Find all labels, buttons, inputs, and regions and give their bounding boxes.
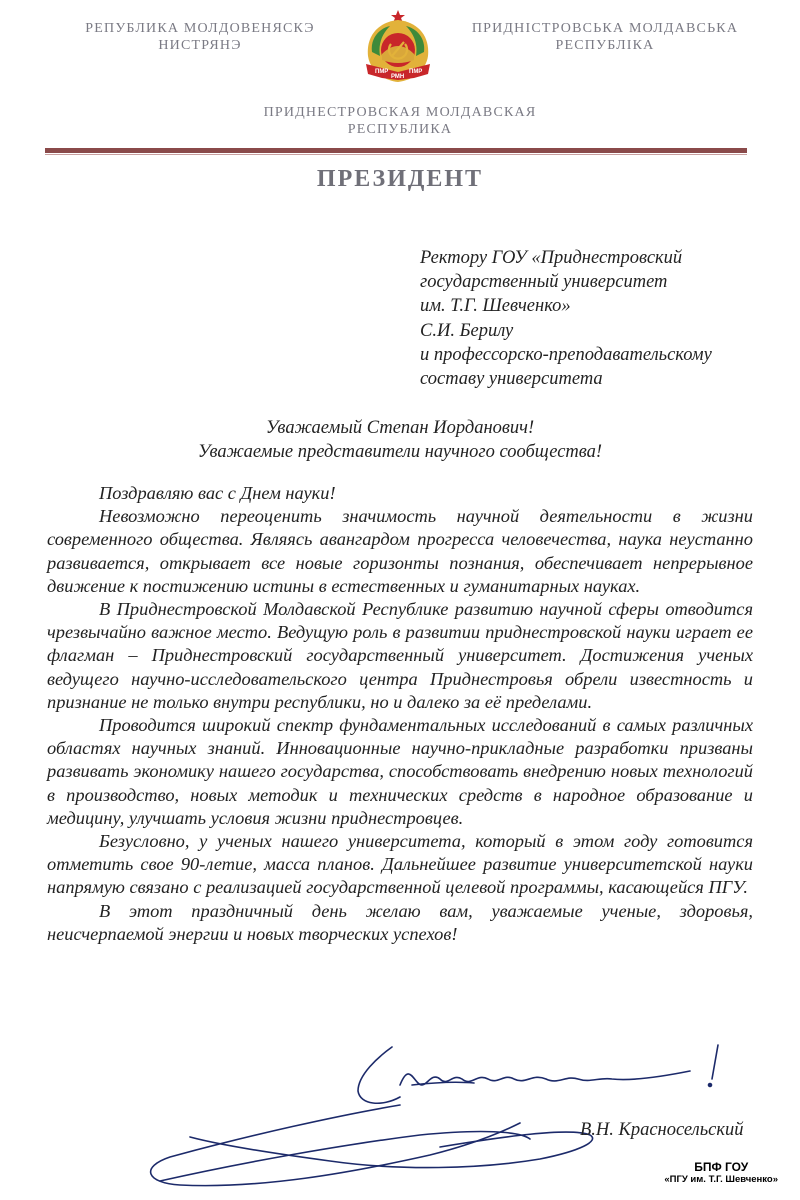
- addressee-block: [420, 246, 790, 391]
- addressee-line: государственный университет: [420, 272, 668, 293]
- header-left-line-2: НИСТРЯНЭ: [158, 38, 242, 53]
- letter-body: [47, 482, 753, 946]
- body-paragraph: В этот праздничный день желаю вам, уважаемые ученые, здоровья, неисчерпаемой энергии и новых творческих успехов!: [47, 900, 753, 944]
- stamp-line-1: БПФ ГОУ: [694, 1160, 749, 1174]
- state-emblem-icon: [356, 8, 440, 88]
- document-title: ПРЕЗИДЕНТ: [316, 166, 484, 192]
- salutation-line: Уважаемый Степан Иорданович!: [265, 418, 535, 438]
- header-divider-shadow: [45, 154, 747, 155]
- body-paragraph: Невозможно переоценить значимость научной деятельности в жизни современного общества. Являясь авангардом прогресса человечества, наука неустанно развивается, открывает все новые горизонты познания, обеспечивает непрерывное движение к постижению истины в естественных и гуманитарных науках.: [47, 506, 753, 596]
- body-paragraph: Проводится широкий спектр фундаментальных исследований в самых различных областях научных знаний. Инновационные научно-прикладные разработки призваны развивать экономику нашего государства, способствовать внедрению новых технологий в производство, новых методик и технических средств в народное образование и медицину, улучшать условия жизни приднестровцев.: [47, 715, 753, 828]
- header-left-moldovan: [80, 20, 320, 54]
- stamp-line-2: «ПГУ им. Т.Г. Шевченко»: [664, 1174, 778, 1185]
- header-center-russian: [240, 104, 560, 138]
- signatory-name: В.Н. Красносельский: [580, 1120, 744, 1140]
- watermark-stamp: [664, 1160, 778, 1186]
- emblem-ribbon-center: РМН: [391, 74, 405, 80]
- emblem-ribbon-right: ПМР: [409, 69, 423, 75]
- emblem-ribbon-left: ПМР: [375, 69, 389, 75]
- body-paragraph: В Приднестровской Молдавской Республике развитию научной сферы отводится чрезвычайно важное место. Ведущую роль в развитии приднестровской науки играет ее флагман – Приднестровский государственный университет. Достижения ученых ведущего научно-исследовательского центра Приднестровья обрели известность и признание не только внутри республики, но и далеко за её пределами.: [47, 599, 753, 712]
- header-center-line-1: ПРИДНЕСТРОВСКАЯ МОЛДАВСКАЯ: [263, 105, 537, 120]
- header-center-line-2: РЕСПУБЛИКА: [347, 122, 453, 137]
- body-paragraph: Поздравляю вас с Днем науки!: [99, 483, 336, 503]
- addressee-line: им. Т.Г. Шевченко»: [420, 296, 571, 317]
- salutation-line: Уважаемые представители научного сообщества!: [197, 442, 603, 462]
- header-left-line-1: РЕПУБЛИКА МОЛДОВЕНЯСКЭ: [85, 21, 315, 36]
- addressee-line: С.И. Берилу: [420, 320, 514, 341]
- header-right-line-1: ПРИДНІСТРОВСЬКА МОЛДАВСЬКА: [471, 21, 739, 36]
- addressee-line: составу университета: [420, 369, 603, 390]
- header-right-ukrainian: [470, 20, 740, 54]
- addressee-line: Ректору ГОУ «Приднестровский: [420, 248, 683, 268]
- salutation: [0, 416, 800, 464]
- body-paragraph: Безусловно, у ученых нашего университета, который в этом году готовится отметить свое 90-летие, масса планов. Дальнейшее развитие университетской науки напрямую связано с реализацией государственной целевой программы, касающейся ПГУ.: [47, 831, 753, 898]
- header-right-line-2: РЕСПУБЛІКА: [555, 38, 655, 53]
- header-divider: [45, 148, 747, 153]
- addressee-line: и профессорско-преподавательскому: [420, 344, 712, 365]
